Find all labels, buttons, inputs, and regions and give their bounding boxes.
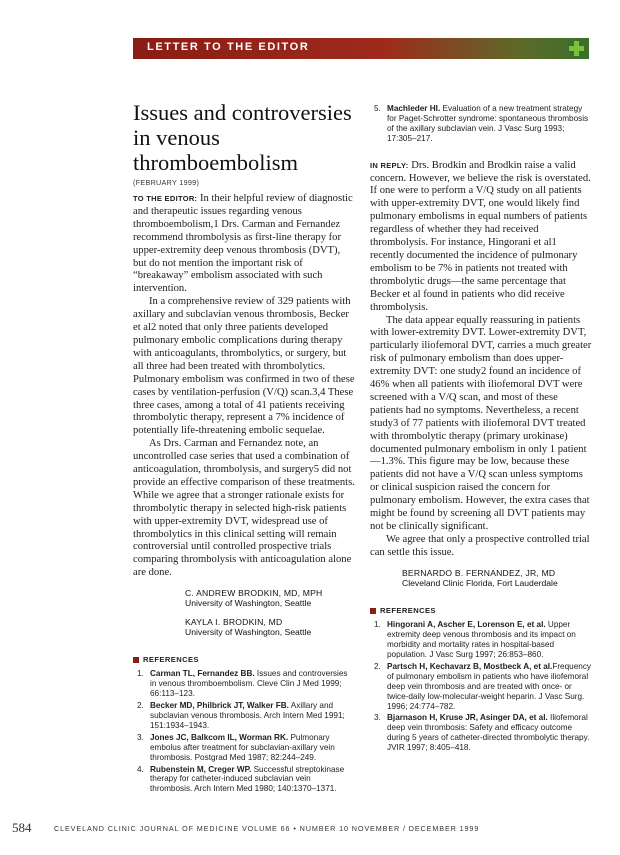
journal-citation: CLEVELAND CLINIC JOURNAL OF MEDICINE VOLUME 66 • NUMBER 10 NOVEMBER / DECEMBER 1999 bbox=[54, 824, 480, 833]
references-heading: REFERENCES bbox=[133, 655, 355, 664]
letter-signature-2 bbox=[133, 617, 355, 638]
reference-item: 4. Rubenstein M, Creger WP. Successful streptokinase therapy for catheter-induced subclavian vein thrombosis. Arch Intern Med 1980; 140:1370–1371. bbox=[137, 764, 345, 794]
reply-paragraph-3: We agree that only a prospective controlled trial can settle this issue. bbox=[370, 533, 590, 558]
reference-item: 1. Carman TL, Fernandez BB. Issues and controversies in venous thromboembolism. Cleve Clin J Med 1999; 66:113–123. bbox=[137, 669, 348, 699]
reply-text-1: Drs. Brodkin and Brodkin raise a valid concern. However, we believe the risk is overstated. If one were to perform a V/Q study on all patients with upper-extremity DVT, one would likely find pulmonary embolisms in equal numbers of patients regardless of whether they had received thrombolysis. For instance, Hingorani et al1 recently documented the incidence of pulmonary embolism to be 7% in patients not treated with thrombolytic drugs—the same percentage that Becker et al found in patients who did receive thrombolysis. bbox=[370, 159, 591, 313]
signature-name: KAYLA I. BRODKIN, MD bbox=[185, 616, 283, 627]
letter-paragraph-2: In a comprehensive review of 329 patients with axillary and subclavian venous thrombosis, Becker et al2 noted that only three patients developed pulmonary embolic complications during therapy with anticoagulants, thrombolytics, or surgery, but all three had been treated with thrombolytics. Pulmonary embolism was confirmed in two of these cases by ventilation-perfusion (V/Q) scan.3,4 These three cases, among a total of 41 patients receiving thrombolytic therapy, represent a 7% incidence of potentially life-threatening embolic sequelae. bbox=[133, 296, 355, 437]
letter-paragraph-3: As Drs. Carman and Fernandez note, an uncontrolled case series that used a combination of anticoagulation, thrombolysis, and surgery5 did not provide an effective comparison of these treatments. While we agree that a stronger rationale exists for thrombolytic therapy in selected high-risk patients with upper-extremity DVT, widespread use of thrombolytics in this clinical setting will remain controversial until controlled prospective trials comparing thrombolysis with anticoagulation alone are done. bbox=[133, 438, 355, 579]
reference-item: 5. Machleder HI. Evaluation of a new treatment strategy for Paget-Schrotter syndrome: spontaneous thrombosis of the axillary subclavian vein. J Vasc Surg 1993; 17:305–217. bbox=[374, 104, 589, 143]
article-title: Issues and controversies in venous thromboembolism bbox=[133, 100, 352, 175]
reference-item: 3. Bjarnason H, Kruse JR, Asinger DA, et al. Iliofemoral deep vein thrombosis: Safety and efficacy outcome during 5 years of catheter-directed thrombolytic therapy. JVIR 1997; 8:405–418. bbox=[374, 713, 590, 753]
signature-affiliation: Cleveland Clinic Florida, Fort Lauderdale bbox=[402, 578, 558, 589]
square-bullet-icon bbox=[370, 608, 376, 614]
article-date: (FEBRUARY 1999) bbox=[133, 178, 200, 187]
signature-name: C. ANDREW BRODKIN, MD, MPH bbox=[185, 588, 323, 599]
references-heading: REFERENCES bbox=[370, 606, 592, 615]
reply-lead: IN REPLY: bbox=[370, 160, 409, 170]
references-list-right bbox=[370, 620, 592, 753]
reference-item: 2. Becker MD, Philbrick JT, Walker FB. Axillary and subclavian venous thrombosis. Arch Intern Med 1991; 151:1934–1943. bbox=[137, 701, 345, 730]
page-number: 584 bbox=[12, 820, 32, 835]
section-label: LETTER TO THE EDITOR bbox=[147, 41, 310, 53]
section-banner bbox=[133, 38, 589, 59]
left-column bbox=[133, 100, 355, 796]
signature-affiliation: University of Washington, Seattle bbox=[185, 627, 312, 638]
letter-lead: TO THE EDITOR: bbox=[133, 194, 198, 203]
journal-logo-icon bbox=[568, 40, 585, 57]
letter-paragraph-1 bbox=[133, 193, 355, 296]
signature-affiliation: University of Washington, Seattle bbox=[185, 598, 312, 609]
square-bullet-icon bbox=[133, 657, 139, 663]
references-list-left-continued bbox=[370, 104, 592, 144]
reference-item: 3. Jones JC, Balkcom IL, Worman RK. Pulmonary embolus after treatment for subclavian-axillary vein thrombosis. Postgrad Med 1987; 82:244–249. bbox=[137, 732, 335, 762]
signature-name: BERNARDO B. FERNANDEZ, JR, MD bbox=[402, 567, 556, 578]
reply-paragraph-2: The data appear equally reassuring in patients with lower-extremity DVT. Lower-extremity DVT, particularly iliofemoral DVT, carries a much greater risk of pulmonary embolism than does upper-extremity DVT: one study2 found an incidence of 46% when all patients with iliofemoral DVT were screened with a V/Q scan, and most of these patients had no symptoms. Nevertheless, a recent study3 of 77 patients with iliofemoral DVT treated with thrombolytic therapy (primary urokinase) documented pulmonary embolism in only 1 patient—1.3%. This figure may be low, because these patients did not have a V/Q scan unless symptoms or clinical suspicion raised the concern for pulmonary embolism. However, the extra cases that might be found by screening all DVT patients may not be clinically significant. bbox=[370, 314, 592, 532]
letter-signature-1 bbox=[133, 588, 355, 609]
letter-text-1: In their helpful review of diagnostic and therapeutic issues regarding venous thromboembolism,1 Drs. Carman and Fernandez recommend thrombolysis as first-line therapy for upper-extremity deep venous thrombosis (DVT), but do not mention the important risk of “breakaway” embolism associated with such intervention. bbox=[133, 193, 353, 295]
reply-signature bbox=[370, 568, 592, 589]
right-column bbox=[370, 104, 592, 755]
reference-item: 2. Partsch H, Kechavarz B, Mostbeck A, et al.Frequency of pulmonary embolism in patients who have iliofemoral deep vein thrombosis and are treated with once- or twice-daily low-molecular-weight heparin. J Vasc Surg. 1996; 24:774–782. bbox=[374, 661, 592, 711]
reference-item: 1. Hingorani A, Ascher E, Lorenson E, et al. Upper extremity deep venous thrombosis and its impact on morbidity and mortality rates in hospital-based population. J Vasc Surg 1997; 26:853–860. bbox=[374, 620, 576, 660]
reply-paragraph-1 bbox=[370, 160, 592, 315]
references-list-left bbox=[133, 669, 355, 794]
